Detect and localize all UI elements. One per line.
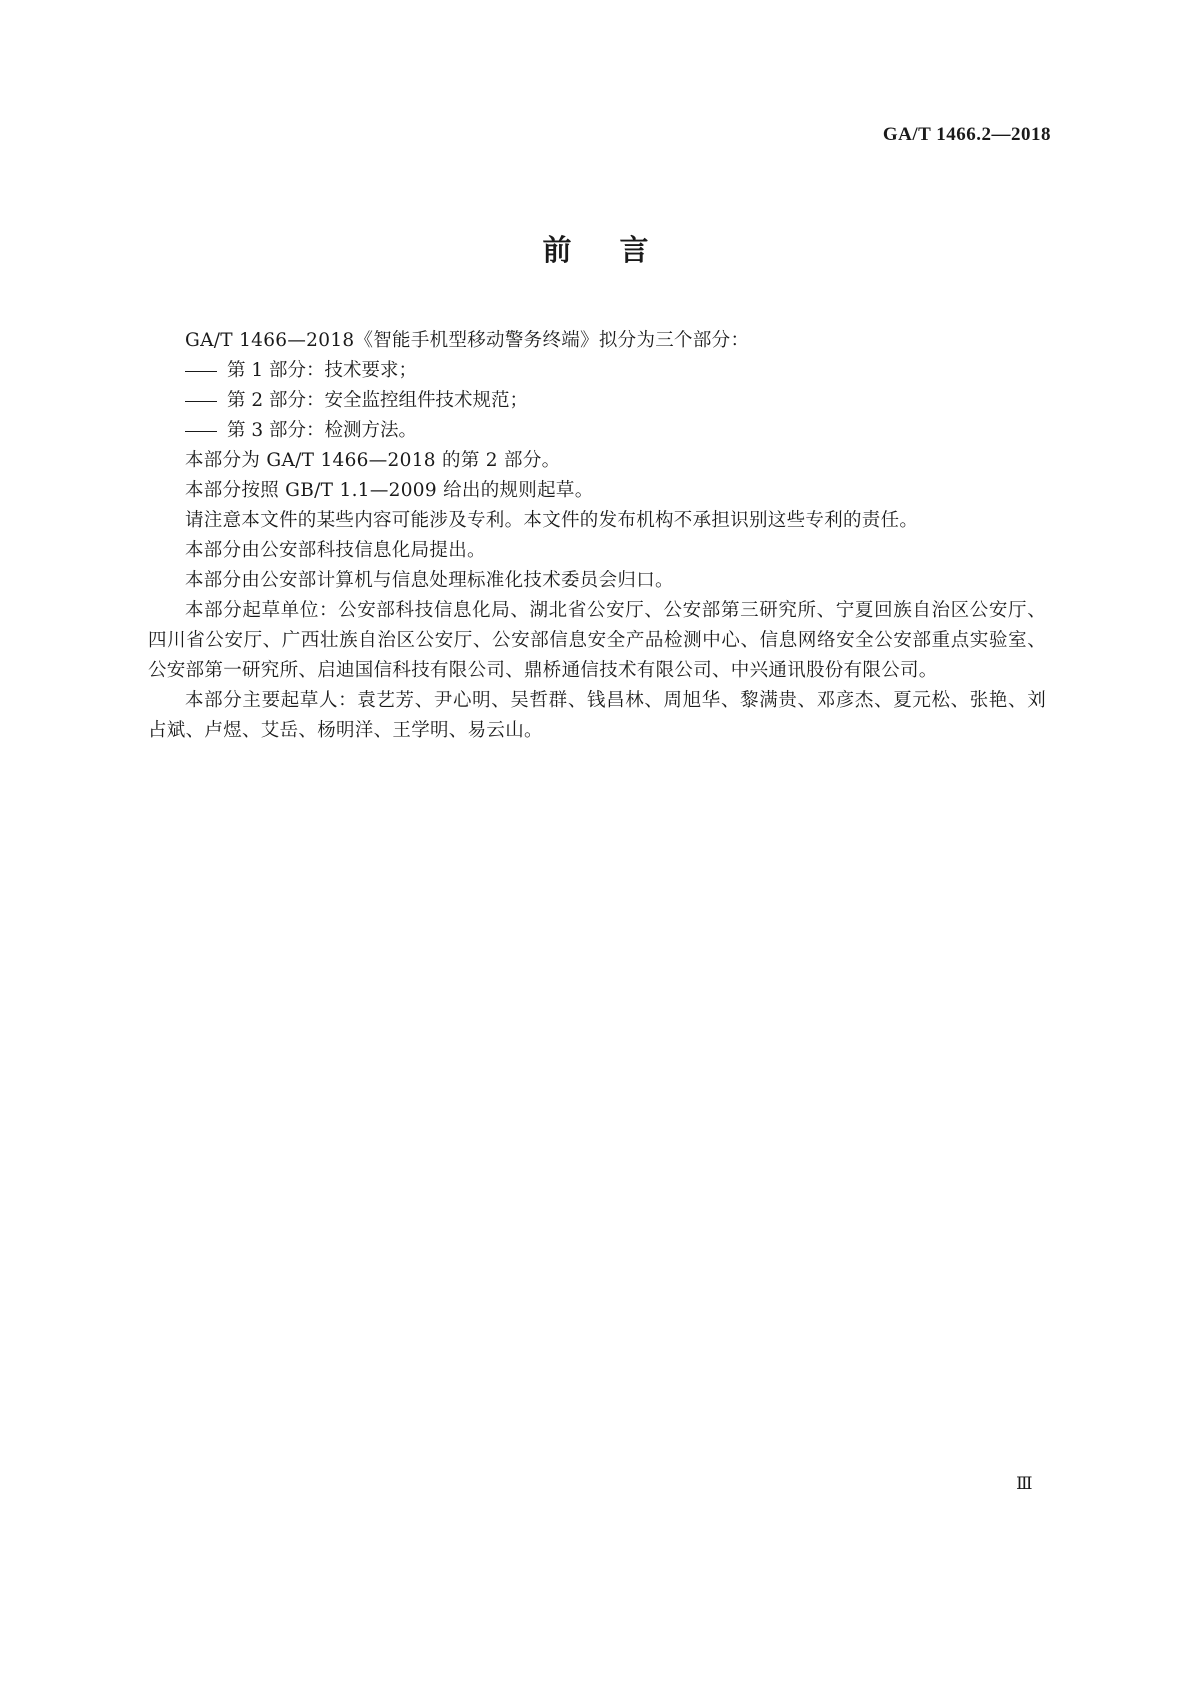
patent-notice-paragraph: 请注意本文件的某些内容可能涉及专利。本文件的发布机构不承担识别这些专利的责任。 xyxy=(185,510,919,531)
list-item-label: 第 3 部分：检测方法。 xyxy=(227,420,418,441)
drafters-paragraph: 本部分主要起草人：袁艺芳、尹心明、吴哲群、钱昌林、周旭华、黎满贵、邓彦杰、夏元松、张艳、刘占斌、卢煜、艾岳、杨明洋、王学明、易云山。 xyxy=(148,690,1046,741)
intro-paragraph: GA/T 1466—2018《智能手机型移动警务终端》拟分为三个部分： xyxy=(185,330,750,351)
drafting-rules-paragraph: 本部分按照 GB/T 1.1—2009 给出的规则起草。 xyxy=(185,480,594,501)
dash-marker xyxy=(185,431,217,432)
section-title: 前言 xyxy=(542,233,697,267)
dash-marker xyxy=(185,371,217,372)
drafting-units-paragraph: 本部分起草单位：公安部科技信息化局、湖北省公安厅、公安部第三研究所、宁夏回族自治区公安厅、四川省公安厅、广西壮族自治区公安厅、公安部信息安全产品检测中心、信息网络安全公安部重点实验室、公安部第一研究所、启迪国信科技有限公司、鼎桥通信技术有限公司、中兴通讯股份有限公司。 xyxy=(148,600,1046,681)
administered-by-paragraph: 本部分由公安部计算机与信息处理标准化技术委员会归口。 xyxy=(185,570,674,591)
list-item xyxy=(148,416,1046,446)
document-code: GA/T 1466.2—2018 xyxy=(882,124,1051,145)
list-item-label: 第 2 部分：安全监控组件技术规范； xyxy=(227,390,529,411)
list-item xyxy=(148,356,1046,386)
this-part-paragraph: 本部分为 GA/T 1466—2018 的第 2 部分。 xyxy=(185,450,561,471)
dash-marker xyxy=(185,401,217,402)
proposed-by-paragraph: 本部分由公安部科技信息化局提出。 xyxy=(185,540,486,561)
list-item-label: 第 1 部分：技术要求； xyxy=(227,360,418,381)
foreword-body xyxy=(148,326,1046,746)
list-item xyxy=(148,386,1046,416)
page-number: Ⅲ xyxy=(1016,1474,1033,1493)
